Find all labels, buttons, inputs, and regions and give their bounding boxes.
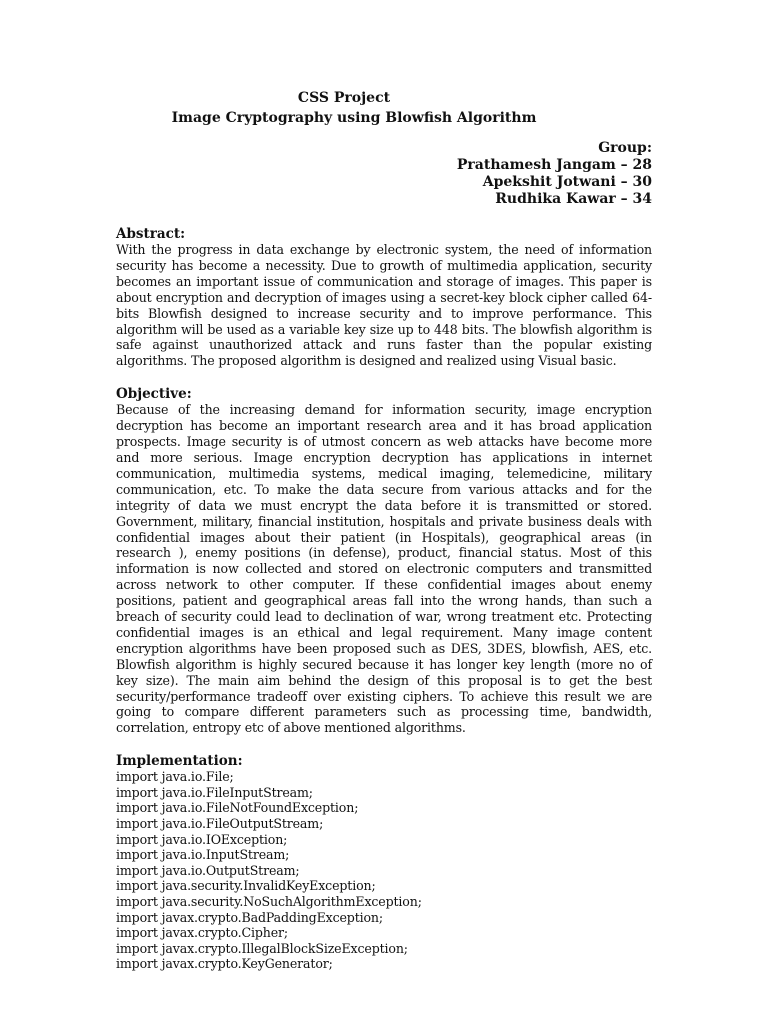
objective-text: Because of the increasing demand for information security, image encryption decryption has become an important research area and it has broad application prospects. Image security is of utmost concern as web attacks have become more and more serious. Image encryption decryption has applications in internet communication, multimedia systems, medical imaging, telemedicine, military communication, etc. To make the data secure from various attacks and for the integrity of data we must encrypt the data before it is transmitted or stored. Government, military, financial institution, hospitals and private business deals with confidential images about their patient (in Hospitals), geographical areas (in research ), enemy positions (in defense), product, financial status. Most of this information is now collected and stored on electronic computers and transmitted across network to other computer. If these confidential images about enemy positions, patient and geographical areas fall into the wrong hands, than such a breach of security could lead to declination of war, wrong treatment etc. Protecting confidential images is an ethical and legal requirement. Many image content encryption algorithms have been proposed such as DES, 3DES, blowfish, AES, etc. Blowfish algorithm is highly secured because it has longer key length (more no of key size). The main aim behind the design of this proposal is to get the best security/performance tradeoff over existing ciphers. To achieve this result we are going to compare different parameters such as processing time, bandwidth, correlation, entropy etc of above mentioned algorithms. bbox=[116, 402, 652, 736]
code-line: import java.io.IOException; bbox=[116, 831, 288, 847]
code-line: import java.io.FileNotFoundException; bbox=[116, 800, 359, 816]
group-member: Prathamesh Jangam – 28 bbox=[456, 157, 652, 173]
abstract-heading: Abstract: bbox=[116, 226, 186, 242]
abstract-text: With the progress in data exchange by electronic system, the need of information security has become a necessity. Due to growth of multimedia application, security becomes an important issue of communication and storage of images. This paper is about encryption and decryption of images using a secret-key block cipher called 64-bits Blowfish designed to increase security and to improve performance. This algorithm will be used as a variable key size up to 448 bits. The blowfish algorithm is safe against unauthorized attack and runs faster than the popular existing algorithms. The proposed algorithm is designed and realized using Visual basic. bbox=[116, 242, 652, 369]
document-page bbox=[116, 88, 652, 972]
code-line: import java.io.FileInputStream; bbox=[116, 784, 313, 800]
group-member: Apekshit Jotwani – 30 bbox=[482, 174, 652, 190]
abstract-section bbox=[116, 226, 652, 369]
code-line: import java.security.NoSuchAlgorithmException; bbox=[116, 894, 422, 910]
code-line: import javax.crypto.BadPaddingException; bbox=[116, 909, 383, 925]
course-title: CSS Project bbox=[297, 90, 391, 106]
import-list bbox=[116, 769, 652, 972]
implementation-heading: Implementation: bbox=[116, 753, 243, 770]
group-info bbox=[116, 140, 652, 208]
code-line: import java.security.InvalidKeyException; bbox=[116, 878, 376, 894]
objective-heading: Objective: bbox=[116, 386, 192, 403]
code-line: import java.io.FileOutputStream; bbox=[116, 816, 324, 832]
group-member: Rudhika Kawar – 34 bbox=[495, 191, 652, 207]
code-line: import javax.crypto.Cipher; bbox=[116, 925, 289, 941]
code-line: import javax.crypto.IllegalBlockSizeException; bbox=[116, 940, 408, 956]
objective-section bbox=[116, 386, 652, 736]
project-title: Image Cryptography using Blowfish Algorithm bbox=[171, 110, 537, 126]
implementation-section bbox=[116, 753, 652, 972]
code-line: import java.io.InputStream; bbox=[116, 847, 290, 863]
code-line: import java.io.File; bbox=[116, 769, 234, 785]
code-line: import java.io.OutputStream; bbox=[116, 862, 300, 878]
group-label: Group: bbox=[598, 140, 652, 156]
code-line: import javax.crypto.KeyGenerator; bbox=[116, 956, 333, 972]
title-block bbox=[116, 88, 652, 128]
